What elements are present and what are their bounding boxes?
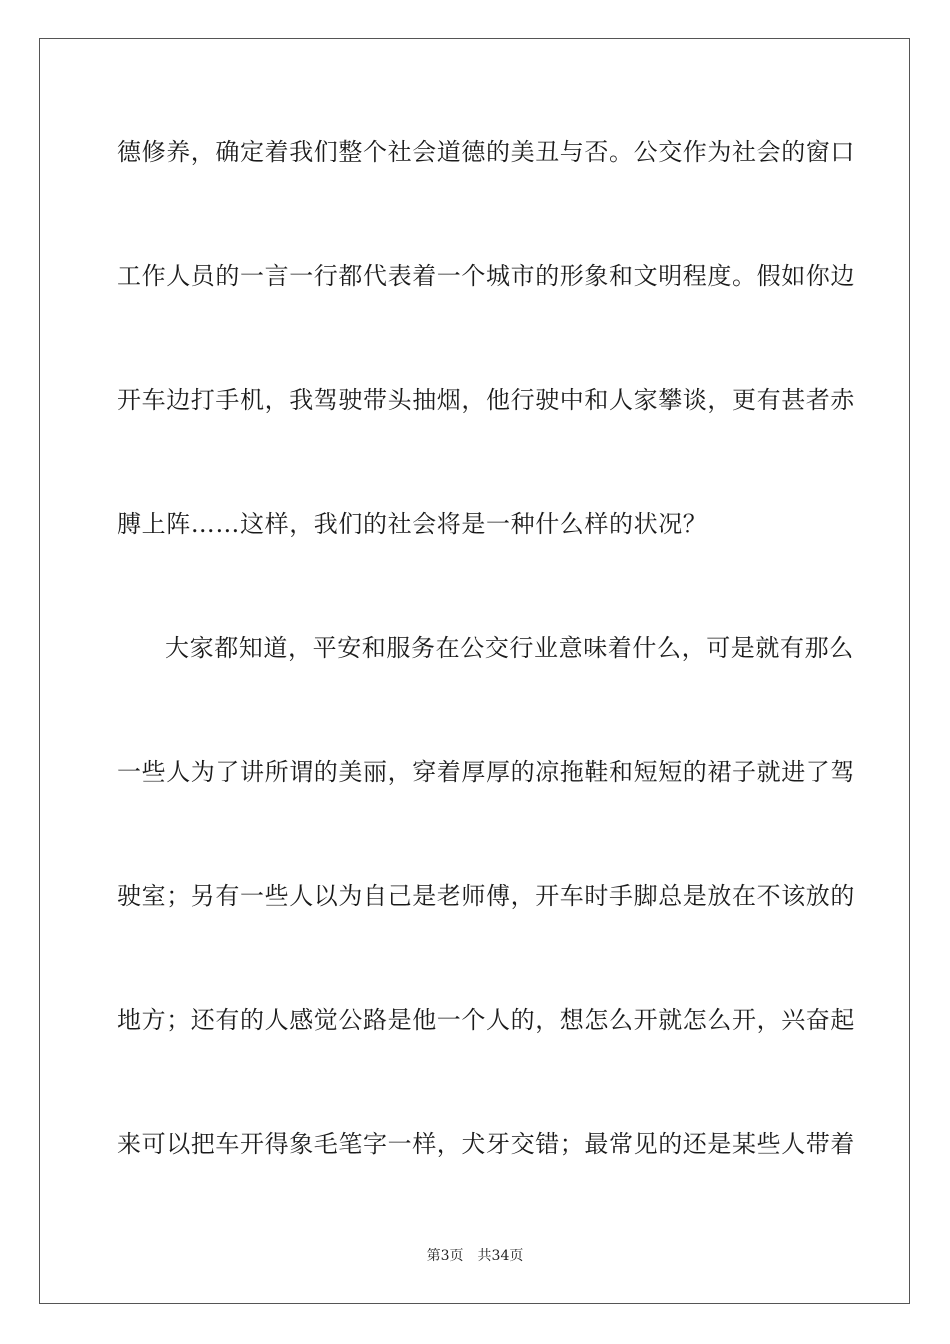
text-line: 一些人为了讲所谓的美丽，穿着厚厚的凉拖鞋和短短的裙子就进了驾 bbox=[117, 758, 855, 786]
page-footer bbox=[0, 1247, 950, 1265]
text-line: 开车边打手机，我驾驶带头抽烟，他行驶中和人家攀谈，更有甚者赤 bbox=[117, 386, 855, 414]
text-line: 驶室；另有一些人以为自己是老师傅，开车时手脚总是放在不该放的 bbox=[117, 882, 855, 910]
page-number: 第3页 bbox=[426, 1248, 464, 1264]
text-line: 德修养，确定着我们整个社会道德的美丑与否。公交作为社会的窗口 bbox=[117, 138, 855, 166]
text-line: 膊上阵……这样，我们的社会将是一种什么样的状况？ bbox=[117, 510, 708, 538]
total-pages: 共34页 bbox=[477, 1248, 524, 1264]
text-line: 工作人员的一言一行都代表着一个城市的形象和文明程度。假如你边 bbox=[117, 262, 855, 290]
page-frame bbox=[39, 38, 910, 1304]
text-line: 地方；还有的人感觉公路是他一个人的，想怎么开就怎么开，兴奋起 bbox=[117, 1006, 855, 1034]
text-line: 来可以把车开得象毛笔字一样，犬牙交错；最常见的还是某些人带着 bbox=[117, 1130, 855, 1158]
text-line: 大家都知道，平安和服务在公交行业意味着什么，可是就有那么 bbox=[165, 634, 854, 662]
